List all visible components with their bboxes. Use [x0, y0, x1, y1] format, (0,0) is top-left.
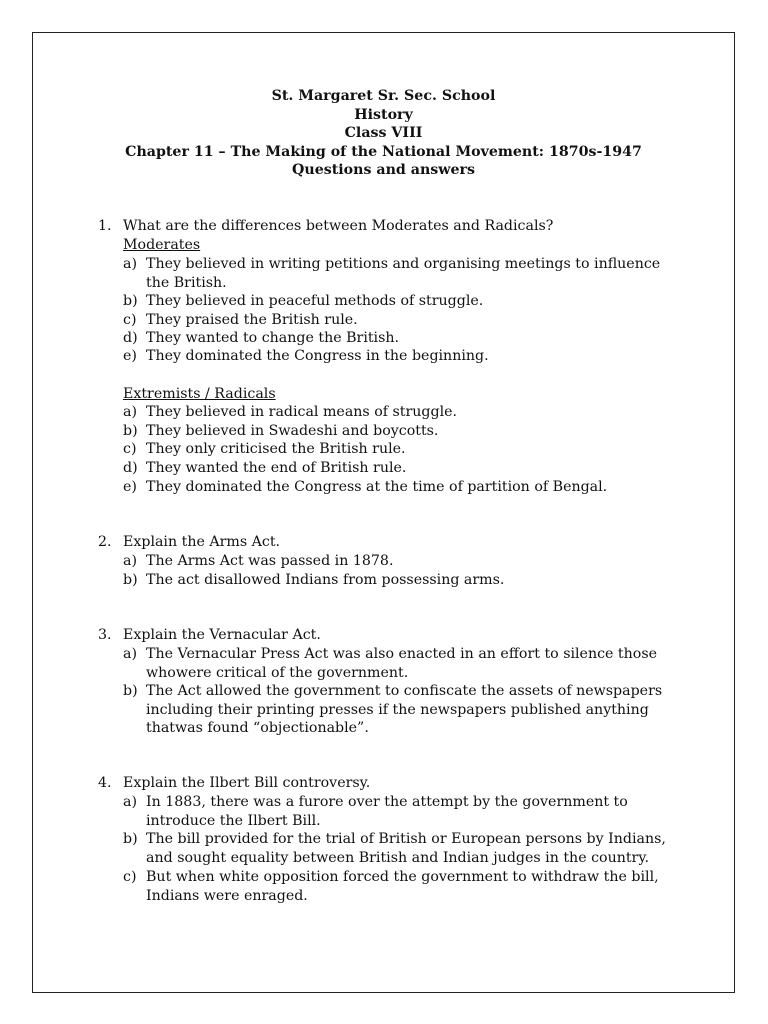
chapter-title: Chapter 11 – The Making of the National Movement: 1870s-1947 [125, 143, 642, 160]
item-letter: a) [123, 553, 137, 569]
answer-item [123, 682, 683, 738]
item-text: The Vernacular Press Act was also enacted in an effort to silence those whowere critical of the government. [146, 646, 657, 681]
answer-item [123, 422, 683, 441]
answer-item [123, 793, 683, 830]
answer-item [123, 459, 683, 478]
item-letter: e) [123, 479, 137, 495]
answer-item [123, 868, 683, 905]
item-text: The act disallowed Indians from possessing arms. [146, 572, 505, 588]
item-text: In 1883, there was a furore over the attempt by the government to introduce the Ilbert Bill. [146, 794, 628, 829]
document-type: Questions and answers [292, 162, 475, 179]
document-header [32, 87, 735, 180]
answer-item [123, 571, 683, 590]
item-text: But when white opposition forced the government to withdraw the bill, Indians were enraged. [146, 869, 659, 904]
item-text: They believed in writing petitions and organising meetings to influence the British. [146, 256, 661, 291]
item-text: The Act allowed the government to confiscate the assets of newspapers including their printing presses if the newspapers published anything thatwas found “objectionable”. [146, 683, 663, 737]
class-title: Class VIII [344, 125, 423, 142]
item-letter: a) [123, 646, 137, 662]
item-text: They wanted to change the British. [146, 330, 400, 346]
answer-item [123, 311, 683, 330]
answer-item [123, 255, 683, 292]
question-number: 4. [98, 775, 112, 791]
item-text: They believed in radical means of struggle. [146, 404, 458, 420]
question-2 [98, 533, 280, 552]
item-letter: d) [123, 330, 138, 346]
question-text: Explain the Arms Act. [123, 534, 281, 550]
question-3 [98, 626, 321, 645]
answer-item [123, 403, 683, 422]
item-text: They dominated the Congress at the time of partition of Bengal. [146, 479, 608, 495]
item-text: They wanted the end of British rule. [146, 460, 407, 476]
question-1 [98, 217, 553, 236]
item-text: They praised the British rule. [146, 312, 358, 328]
answer-item [123, 347, 683, 366]
item-text: They dominated the Congress in the beginning. [146, 348, 489, 364]
item-letter: a) [123, 256, 137, 272]
item-text: They only criticised the British rule. [146, 441, 406, 457]
item-text: The Arms Act was passed in 1878. [146, 553, 394, 569]
question-number: 3. [98, 627, 112, 643]
question-text: Explain the Vernacular Act. [123, 627, 321, 643]
item-letter: d) [123, 460, 138, 476]
school-name: St. Margaret Sr. Sec. School [271, 88, 496, 104]
item-letter: c) [123, 441, 137, 457]
section-heading-moderates: Moderates [123, 237, 201, 253]
answer-item [123, 478, 683, 497]
item-letter: b) [123, 423, 138, 439]
item-letter: b) [123, 831, 138, 847]
subject-title: History [354, 106, 413, 123]
question-number: 2. [98, 534, 112, 550]
answer-item [123, 645, 683, 682]
item-text: They believed in Swadeshi and boycotts. [146, 423, 439, 439]
item-letter: b) [123, 683, 138, 699]
question-text: Explain the Ilbert Bill controversy. [123, 775, 371, 791]
answer-item [123, 292, 683, 311]
answer-item [123, 552, 683, 571]
section-heading-radicals: Extremists / Radicals [123, 386, 276, 402]
item-letter: a) [123, 404, 137, 420]
item-letter: b) [123, 572, 138, 588]
item-text: They believed in peaceful methods of struggle. [146, 293, 484, 309]
item-letter: c) [123, 869, 137, 885]
item-letter: b) [123, 293, 138, 309]
answer-item [123, 830, 683, 867]
question-text: What are the differences between Moderates and Radicals? [123, 218, 554, 234]
item-letter: c) [123, 312, 137, 328]
question-number: 1. [98, 218, 112, 234]
question-4 [98, 774, 370, 793]
answer-item [123, 440, 683, 459]
answer-item [123, 329, 683, 348]
item-text: The bill provided for the trial of British or European persons by Indians, and sought equality between British and Indian judges in the country. [146, 831, 666, 866]
item-letter: a) [123, 794, 137, 810]
item-letter: e) [123, 348, 137, 364]
